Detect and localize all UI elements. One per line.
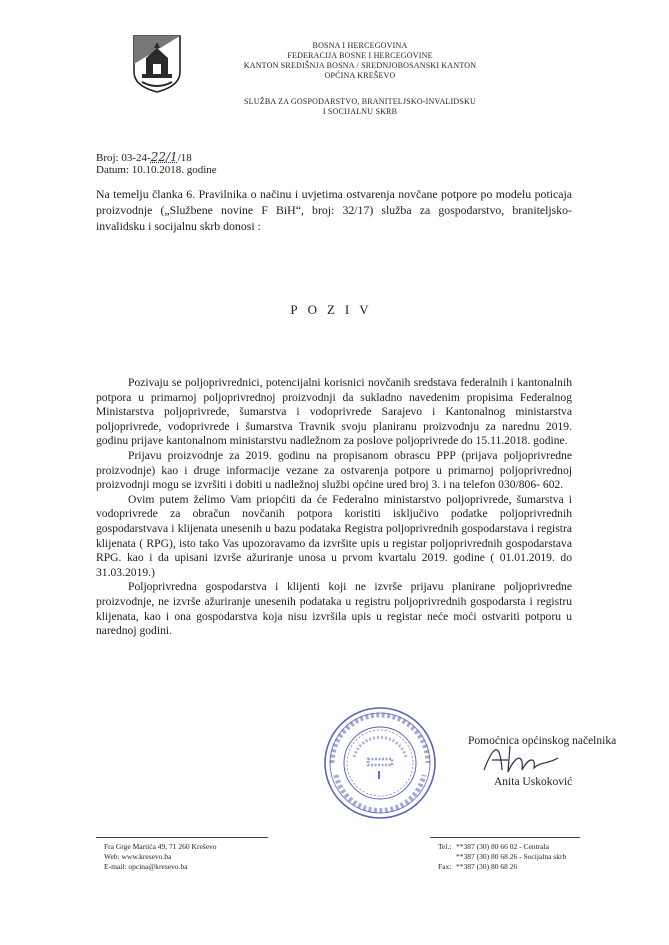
institution-header (180, 41, 540, 81)
footer-web: Web: www.kresevo.ba (104, 852, 172, 861)
intro-paragraph: Na temelju članka 6. Pravilnika o načinu i uvjetima ostvarenja novčane potpore po modelu poticaja proizvodnje („Službene novine F BiH“, broj: 32/17) služba za gospodarstvo, braniteljsko- invalidsku i socijalnu skrb donosi : (96, 187, 572, 233)
body-paragraph: Ovim putem želimo Vam priopćiti da će Federalno ministarstvo poljoprivrede, šumarstva i vodoprivrede za obračun novčanih potpora koristiti isključivo podatke poljoprivrednih gospodarstvava i klijenata unesenih u bazu podataka Registra poljoprivrednih gospodarstava i registra klijenata ( RPG), isto tako Vas upozoravamo da izvršite upis u registar poljoprivrednih gospodarstava RPG. kao i da upisani izvrše ažuriranje unosa u prvom kvartalu 2019. godine ( 01.01.2019. do 31.03.2019.) (96, 492, 572, 579)
reference-number (96, 150, 192, 164)
document-title: POZIV (290, 302, 379, 317)
header-line: OPĆINA KREŠEVO (324, 71, 396, 80)
footer-phone-row (438, 842, 566, 852)
footer-contact-right (438, 842, 566, 872)
footer-contact-left (104, 842, 217, 872)
footer-address: Fra Grge Martića 49, 71 260 Kreševo (104, 842, 217, 851)
footer-email: E-mail: opcina@kresevo.ba (104, 862, 188, 871)
body-paragraph: Poljoprivredna gospodarstva i klijenti koji ne izvrše prijavu planirane poljoprivredne proizvodnje, ne izvrše ažuriranje unesenih podataka u registru poljoprivrednih gospodarsta i registru klijenata, kao i ona gospodarstva koja nisu izvršila upis u registar neće moći ostvariti potporu u narednoj godini. (96, 580, 572, 638)
footer-phone-row (438, 852, 566, 862)
header-line: BOSNA I HERCEGOVINA (312, 41, 408, 50)
body-paragraph: Prijavu proizvodnje za 2019. godinu na propisanom obrascu PPP (prijava poljoprivredne proizvodnje) kao i druge informacije vezane za ostvarenja potpore u primarnoj poljoprivrednoj proizvodnji mogu se izvršiti i dobiti u nadležnoj službi općine ured broj 3. i na telefon 030/806- 602. (96, 448, 572, 492)
handwritten-signature (478, 740, 568, 778)
broj-suffix: /18 (177, 152, 192, 164)
service-line: SLUŽBA ZA GOSPODARSTVO, BRANITELJSKO-INVALIDSKU (244, 97, 476, 106)
signatory-title: Pomoćnica općinskog načelnika (468, 735, 617, 747)
service-line: I SOCIJALNU SKRB (322, 107, 398, 116)
footer-label: Tel.: (438, 842, 452, 851)
footer-value: **387 (30) 80 66 02 - Centrala (456, 842, 549, 851)
broj-handwritten: 22/1 (150, 150, 178, 164)
service-header (180, 97, 540, 117)
signatory-name: Anita Uskoković (494, 776, 573, 788)
official-stamp-icon (322, 705, 438, 821)
header-line: KANTON SREDIŠNJA BOSNA / SREDNJOBOSANSKI KANTON (243, 61, 477, 70)
municipal-coat-of-arms-icon (132, 34, 182, 94)
footer-value: **387 (30) 80 68 26 - Socijalna skrb (456, 852, 567, 861)
reference-date: Datum: 10.10.2018. godine (96, 164, 217, 176)
footer-label: Fax: (438, 862, 452, 871)
header-line: FEDERACIJA BOSNE I HERCEGOVINE (287, 51, 433, 60)
footer-divider (430, 837, 580, 838)
broj-prefix: Broj: 03-24- (96, 152, 151, 164)
body-paragraph: Pozivaju se poljoprivrednici, potencijalni korisnici novčanih sredstava federalnih i kantonalnih potpora u primarnoj poljoprivrednoj proizvodnji da sukladno navedenim propisima Federalnog Ministarstva poljoprivrede, šumarstva i vodoprivrede Sarajevo i Kantonalnog ministarstva poljoprivrede, vodoprivrede i šumarstva Travnik svoju planiranu proizvodnju za narednu 2019. godinu prijave kantonalnom ministarstvu nadležnom za poslove poljoprivrede do 15.11.2018. godine. (96, 376, 572, 448)
footer-value: **387 (30) 80 68 26 (456, 862, 518, 871)
document-body (96, 376, 572, 639)
footer-divider (96, 837, 268, 838)
footer-fax-row (438, 862, 566, 872)
